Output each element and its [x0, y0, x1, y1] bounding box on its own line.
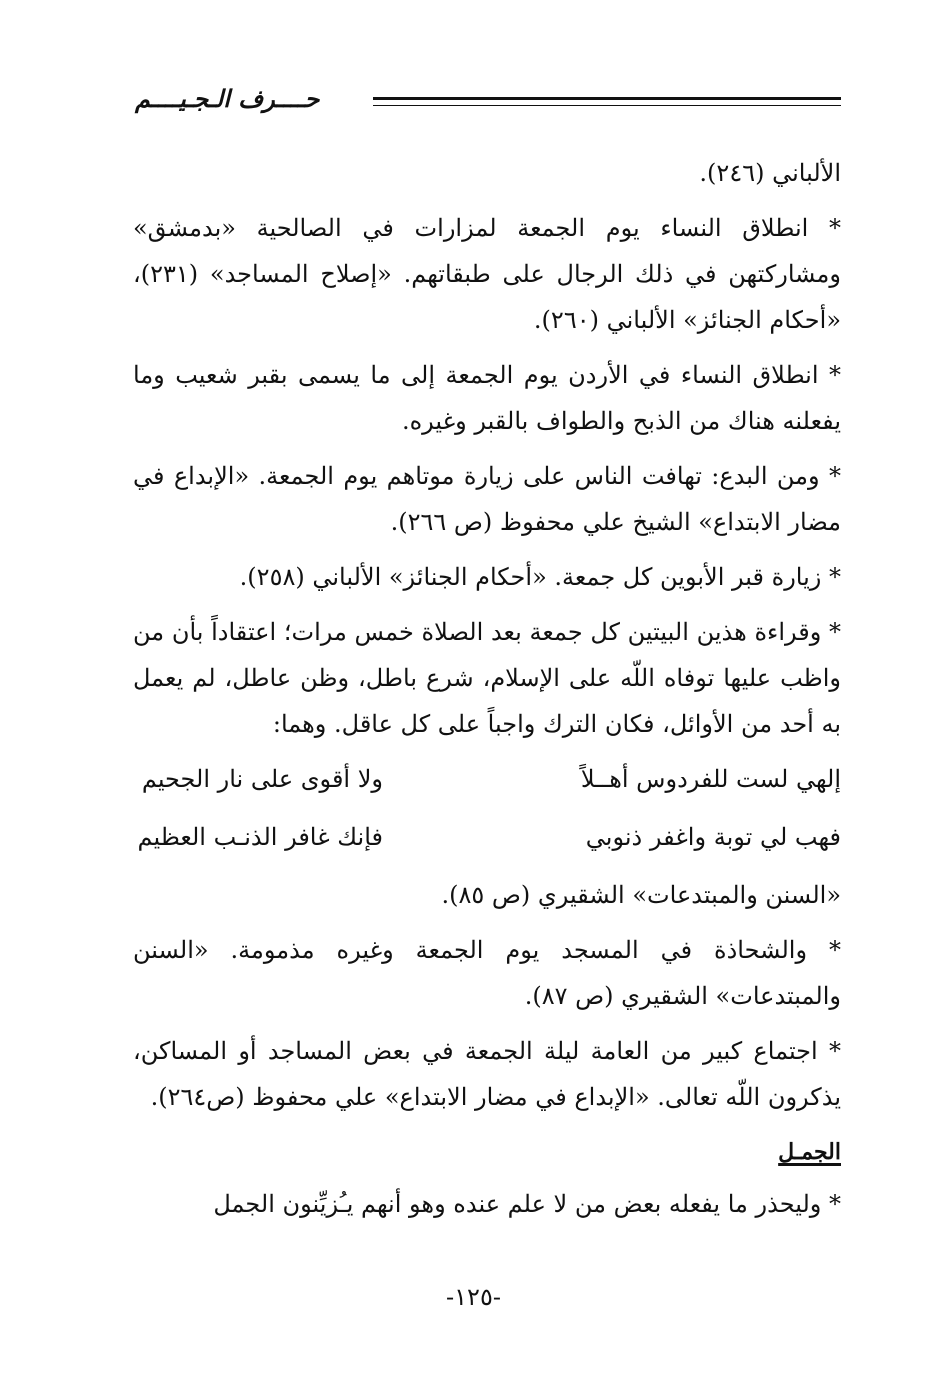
paragraph: * وليحذر ما يفعله بعض من لا علم عنده وهو أنهم يـُزيِّنون الجمل — [213, 1190, 841, 1218]
paragraph: * والشحاذة في المسجد يوم الجمعة وغيره مذمومة. «السنن والمبتدعات» الشقيري (ص ٨٧). — [133, 936, 841, 1010]
chapter-title: حــــرف الـجـيــــم — [135, 84, 320, 113]
page-header — [135, 84, 841, 114]
section-heading: الجمـل — [778, 1139, 841, 1165]
paragraph: * اجتماع كبير من العامة ليلة الجمعة في بعض المساجد أو المساكن، يذكرون اللّه تعالى. «الإبداع في مضار الابتداع» علي محفوظ (ص٢٦٤). — [133, 1037, 841, 1111]
paragraph: * انطلاق النساء في الأردن يوم الجمعة إلى ما يسمى بقبر شعيب وما يفعلنه هناك من الذبح والطواف بالقبر وغيره. — [133, 361, 841, 435]
verse-second-hemistich: ولا أقوى على نار الجحيم — [141, 765, 383, 793]
verse-first-hemistich: إلهي لست للفردوس أهــلاً — [580, 765, 841, 793]
paragraph: * زيارة قبر الأبوين كل جمعة. «أحكام الجنائز» الألباني (٢٥٨). — [239, 563, 841, 591]
header-rule-thin — [373, 105, 841, 106]
header-rule-thick — [373, 97, 841, 100]
verse-first-hemistich: فهب لي توبة واغفر ذنوبي — [585, 823, 841, 851]
page-body — [133, 150, 841, 1236]
page-number: -١٢٥- — [446, 1283, 501, 1311]
poem-verse — [133, 814, 841, 860]
paragraph: * ومن البدع: تهافت الناس على زيارة موتاهم يوم الجمعة. «الإبداع في مضار الابتداع» الشيخ علي محفوظ (ص ٢٦٦). — [133, 462, 841, 536]
poem-verse — [133, 756, 841, 802]
paragraph: «السنن والمبتدعات» الشقيري (ص ٨٥). — [441, 881, 841, 909]
paragraph: * انطلاق النساء يوم الجمعة لمزارات في الصالحية «بدمشق» ومشاركتهن في ذلك الرجال على طبقاتهم. «إصلاح المساجد» (٢٣١)، «أحكام الجنائز» الألباني (٢٦٠). — [133, 214, 841, 334]
paragraph: * وقراءة هذين البيتين كل جمعة بعد الصلاة خمس مرات؛ اعتقاداً بأن من واظب عليها توفاه اللّه على الإسلام، شرع باطل، وظن عاطل، لم يعمل به أحد من الأوائل، فكان الترك واجباً على كل عاقل. وهما: — [133, 618, 842, 738]
paragraph: الألباني (٢٤٦). — [699, 159, 841, 187]
verse-second-hemistich: فإنك غافر الذنـب العظيم — [137, 823, 383, 851]
